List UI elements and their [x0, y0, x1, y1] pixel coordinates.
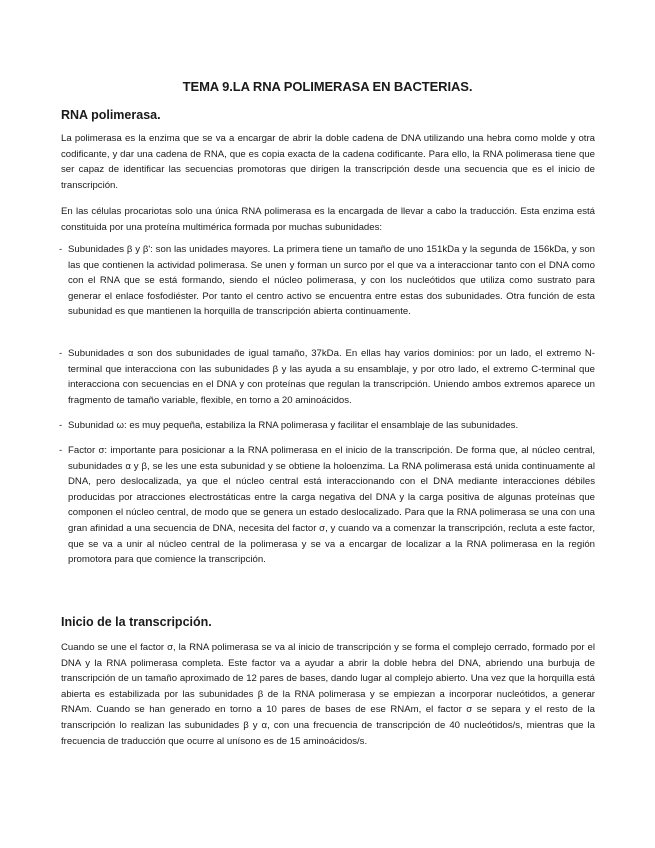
section-heading-inicio-transcripcion: Inicio de la transcripción.: [61, 615, 212, 629]
bullet-marker: -: [59, 348, 63, 359]
bullet-subunidad-omega: Subunidad ω: es muy pequeña, estabiliza la RNA polimerasa y facilitar el ensamblaje de las subunidades.: [68, 420, 519, 431]
bullet-marker: -: [59, 420, 63, 431]
bullet-factor-sigma: Factor σ: importante para posicionar a la RNA polimerasa en el inicio de la transcripción. De forma que, al núcleo central, subunidades α y β, se les une esta subunidad y se obtiene la holoenzima. La RNA polimerasa está unida continuamente al DNA, pero deslocalizada, ya que el núcleo central está interaccionando con el DNA mediante interacciones débiles producidas por atracciones electrostáticas entre la carga negativa del DNA y la carga positiva de algunas proteínas que componen el núcleo central, de modo que se genera un estado deslocalizado. Para que la RNA polimerasa se una con una gran afinidad a una secuencia de DNA, necesita del factor σ, y cuando va a comenzar la transcripción, recluta a este factor, que se va a unir al núcleo central de la polimerasa y se va a encargar de localizar a la RNA polimerasa en la región promotora para que comience la transcripción.: [68, 445, 595, 566]
bullet-subunidades-beta: Subunidades β y β': son las unidades mayores. La primera tiene un tamaño de uno 151kDa y la segunda de 156kDa, y son las que contienen la actividad polimerasa. Se unen y forman un surco por el que va a interaccionar tanto con el DNA como con el RNA que se está formando, siendo el núcleo polimerasa, y con los nucleótidos que utiliza como sustrato para generar el enlace fosfodiéster. Por tanto el centro activo se encuentra entre estas dos subunidades. Otra función de esta subunidad es que mantienen la horquilla de transcripción abierta continuamente.: [68, 244, 595, 318]
bullet-marker: -: [59, 244, 63, 255]
list-item: [59, 346, 595, 408]
bullet-marker: -: [59, 445, 63, 456]
paragraph-intro: La polimerasa es la enzima que se va a encargar de abrir la doble cadena de DNA utilizando una hebra como molde y otra codificante, y dar una cadena de RNA, que es copia exacta de la cadena codificante. Para ello, la RNA polimerasa tiene que ser capaz de identificar las secuencias promotoras que dirigen la transcripción desde una secuencia que es el inicio de transcripción.: [61, 133, 595, 191]
list-item: [59, 443, 595, 568]
list-item: [59, 242, 595, 320]
list-item: [59, 418, 595, 434]
paragraph-inicio-transcripcion: Cuando se une el factor σ, la RNA polimerasa se va al inicio de transcripción y se forma el complejo cerrado, formado por el DNA y la RNA polimerasa completa. Este factor va a ayudar a abrir la doble hebra del DNA, abriendo una burbuja de transcripción de un tamaño aproximado de 12 pares de bases, dando lugar al complejo abierto. Una vez que la horquilla está abierta es estabilizada por las subunidades β de la RNA polimerasa y se empiezan a incorporar nucleótidos, a generar RNAm. Cuando se han generado en torno a 10 pares de bases de ese RNAm, el factor σ se separa y el resto de la transcripción lo realizan las subunidades β y α, con una frecuencia de transcripción de 40 nucleótidos/s, mientras que la frecuencia de traducción que ocurre al unísono es de 15 aminoácidos/s.: [61, 642, 595, 747]
paragraph-procariotas: En las células procariotas solo una única RNA polimerasa es la encargada de llevar a cabo la traducción. Esta enzima está constituida por una proteína multimérica formada por muchas subunidades:: [61, 206, 595, 233]
document-title: TEMA 9.LA RNA POLIMERASA EN BACTERIAS.: [182, 79, 473, 94]
bullet-subunidades-alfa: Subunidades α son dos subunidades de igual tamaño, 37kDa. En ellas hay varios dominios: por un lado, el extremo N-terminal que interacciona con las subunidades β y las ayuda a su ensamblaje, y por otro lado, el extremo C-terminal que interacciona con secuencias en el DNA y con proteínas que regulan la transcripción. Uniendo ambos extremos aparece un fragmento de tamaño variable, flexible, en torno a 20 aminoácidos.: [68, 348, 595, 406]
section-heading-rna-polimerasa: RNA polimerasa.: [61, 108, 161, 122]
